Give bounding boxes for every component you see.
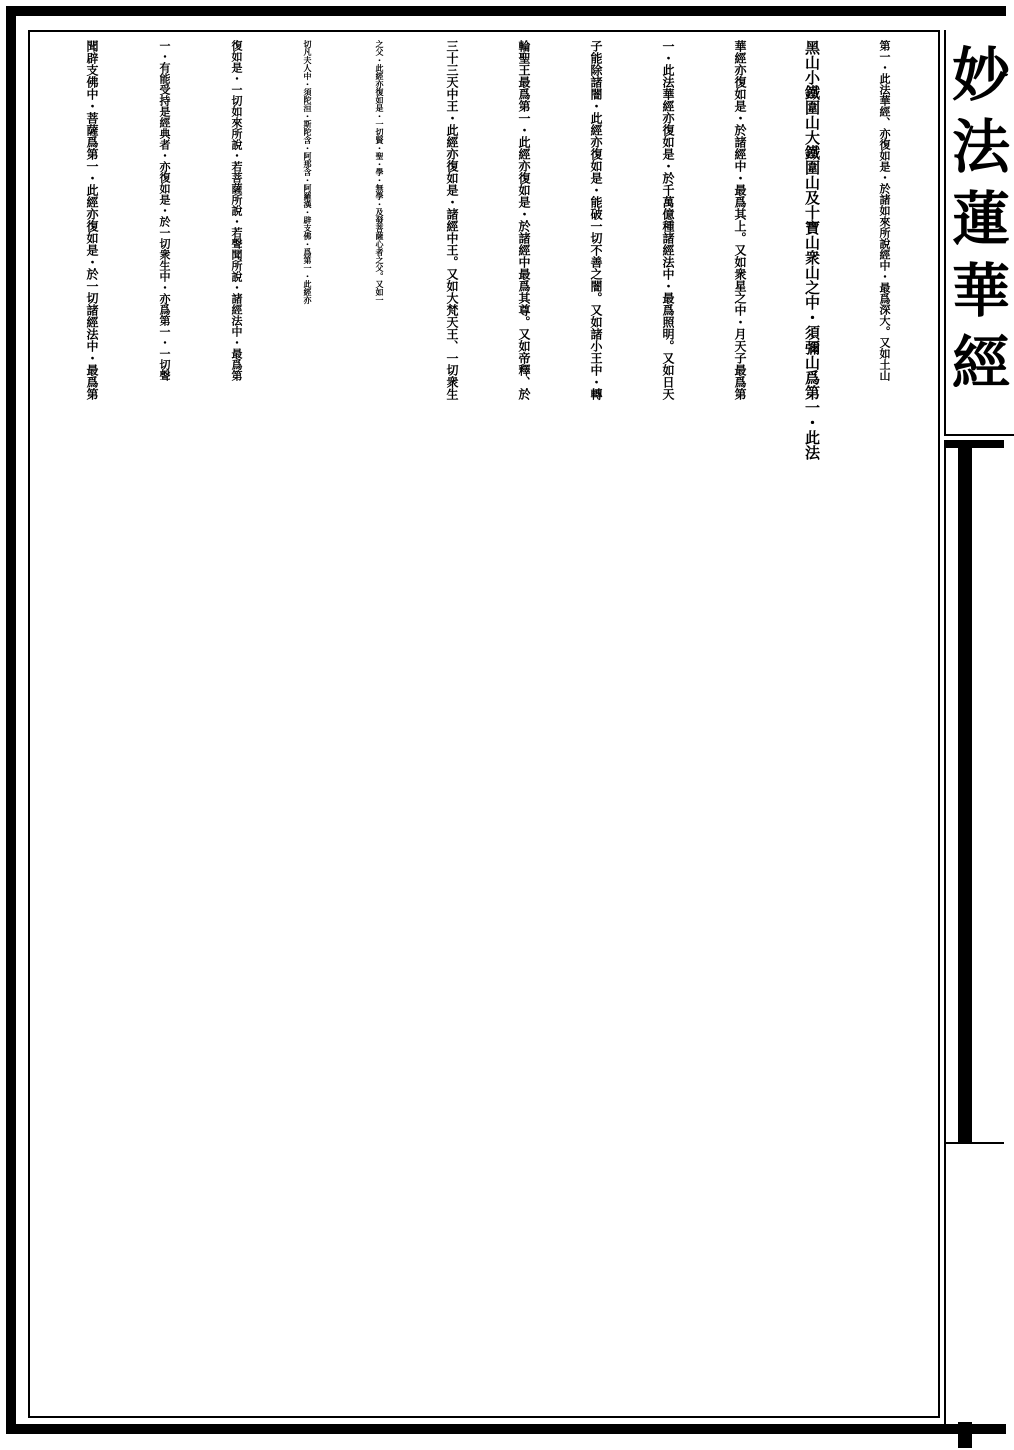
sutra-title: 妙法蓮華經 — [942, 44, 1010, 404]
text-column-9: 切凡夫人中・須陀洹・斯陀含・阿那含・阿羅漢・辟支佛・爲第一・此經亦 — [303, 40, 313, 304]
header-rule — [944, 440, 1004, 448]
side-box — [944, 1142, 1004, 1422]
text-column-6: 輪聖王最爲第一・此經亦復如是・於諸經中最爲其尊。又如帝釋、於 — [517, 40, 531, 400]
text-column-3: 華經亦復如是・於諸經中・最爲其上。又如衆星之中・月天子最爲第 — [733, 40, 747, 400]
text-column-4: 一・此法華經亦復如是・於千萬億種諸經法中・最爲照明。又如日天 — [661, 40, 675, 400]
text-column-12: 聞辟支佛中・菩薩爲第一・此經亦復如是・於一切諸經法中・最爲第 — [85, 40, 99, 400]
text-column-7: 三十三天中王・此經亦復如是・諸經中王。又如大梵天王、一切衆生 — [445, 40, 459, 400]
text-column-5: 子能除諸闇・此經亦復如是・能破一切不善之闇。又如諸小王中・轉 — [589, 40, 603, 400]
text-column-11: 一・有能受持是經典者・亦復如是・於一切衆生中・亦爲第一・一切聲 — [158, 40, 171, 381]
text-column-1: 第一・此法華經、亦復如是・於諸如來所說經中・最爲深大。又如土山 — [878, 40, 891, 381]
text-column-2: 黑山小鐵圍山大鐵圍山及十寶山衆山之中・須彌山爲第一・此法 — [803, 40, 821, 460]
text-body — [50, 40, 920, 1410]
text-column-10: 復如是・一切如來所說・若菩薩所說・若聲聞所說・諸經法中・最爲第 — [230, 40, 243, 381]
text-column-8: 之父・此經亦復如是・一切賢・聖・學・無學・及發菩薩心者之父。又如一 — [375, 40, 385, 304]
